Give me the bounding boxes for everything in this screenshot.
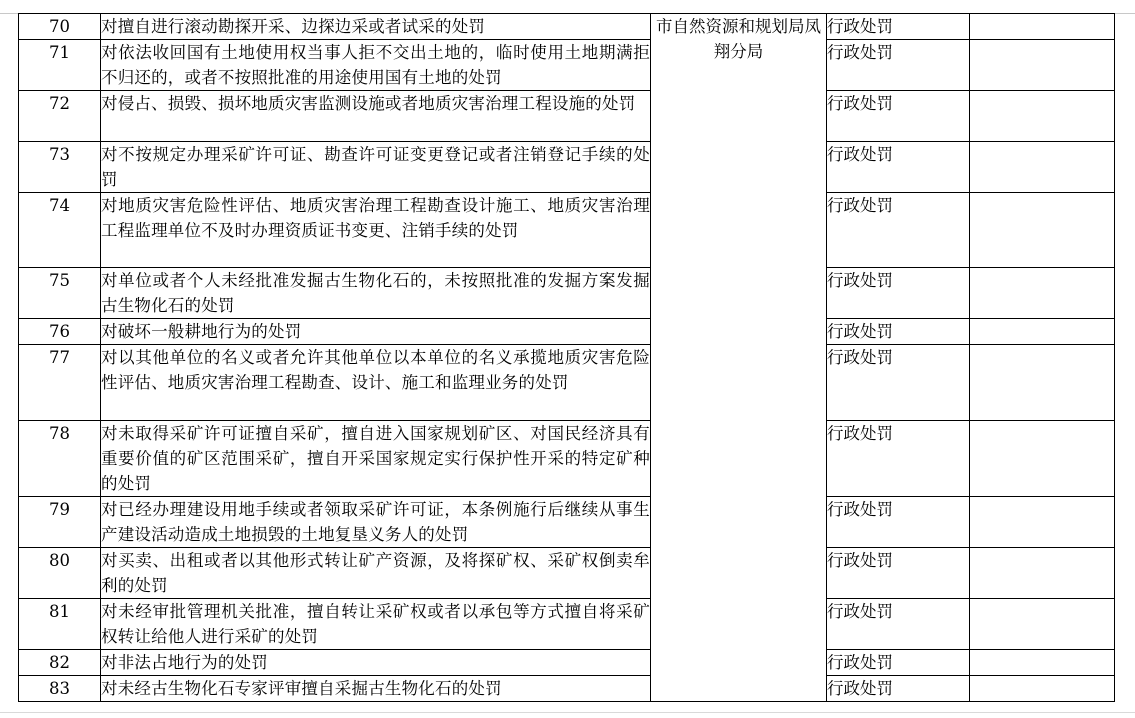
- power-type: 行政处罚: [827, 650, 970, 676]
- power-type: 行政处罚: [827, 676, 970, 702]
- note-cell: [970, 14, 1115, 40]
- item-name: 对擅自进行滚动勘探开采、边探边采或者试采的处罚: [101, 14, 651, 40]
- item-name: 对单位或者个人未经批准发掘古生物化石的，未按照批准的发掘方案发掘古生物化石的处罚: [101, 268, 651, 319]
- item-name: 对以其他单位的名义或者允许其他单位以本单位的名义承揽地质灾害危险性评估、地质灾害治理工程勘查、设计、施工和监理业务的处罚: [101, 345, 651, 421]
- row-number: 70: [19, 14, 101, 40]
- table-row: [19, 40, 1115, 91]
- power-type: 行政处罚: [827, 14, 970, 40]
- note-cell: [970, 676, 1115, 702]
- item-name: 对买卖、出租或者以其他形式转让矿产资源，及将探矿权、采矿权倒卖牟利的处罚: [101, 548, 651, 599]
- table-row: [19, 268, 1115, 319]
- row-number: 71: [19, 40, 101, 91]
- row-number: 81: [19, 599, 101, 650]
- power-type: 行政处罚: [827, 548, 970, 599]
- row-number: 80: [19, 548, 101, 599]
- table-row: [19, 142, 1115, 193]
- note-cell: [970, 548, 1115, 599]
- row-number: 79: [19, 497, 101, 548]
- table-row: [19, 548, 1115, 599]
- table-row: [19, 319, 1115, 345]
- row-number: 77: [19, 345, 101, 421]
- note-cell: [970, 268, 1115, 319]
- power-list-table: [18, 13, 1115, 702]
- item-name: 对已经办理建设用地手续或者领取采矿许可证，本条例施行后继续从事生产建设活动造成土地损毁的土地复垦义务人的处罚: [101, 497, 651, 548]
- power-type: 行政处罚: [827, 345, 970, 421]
- table-row: [19, 421, 1115, 497]
- note-cell: [970, 91, 1115, 142]
- item-name: 对未经审批管理机关批准，擅自转让采矿权或者以承包等方式擅自将采矿权转让给他人进行采矿的处罚: [101, 599, 651, 650]
- power-type: 行政处罚: [827, 319, 970, 345]
- item-name: 对依法收回国有土地使用权当事人拒不交出土地的，临时使用土地期满拒不归还的，或者不按照批准的用途使用国有土地的处罚: [101, 40, 651, 91]
- item-name: 对侵占、损毁、损坏地质灾害监测设施或者地质灾害治理工程设施的处罚: [101, 91, 651, 142]
- table-row: [19, 676, 1115, 702]
- row-number: 73: [19, 142, 101, 193]
- power-type: 行政处罚: [827, 268, 970, 319]
- power-type: 行政处罚: [827, 497, 970, 548]
- note-cell: [970, 319, 1115, 345]
- power-type: 行政处罚: [827, 421, 970, 497]
- power-type: 行政处罚: [827, 599, 970, 650]
- table-row: [19, 497, 1115, 548]
- power-type: 行政处罚: [827, 40, 970, 91]
- row-number: 75: [19, 268, 101, 319]
- table-row: [19, 91, 1115, 142]
- item-name: 对未取得采矿许可证擅自采矿，擅自进入国家规划矿区、对国民经济具有重要价值的矿区范围采矿，擅自开采国家规定实行保护性开采的特定矿种的处罚: [101, 421, 651, 497]
- item-name: 对破坏一般耕地行为的处罚: [101, 319, 651, 345]
- table-row: [19, 345, 1115, 421]
- row-number: 78: [19, 421, 101, 497]
- row-number: 76: [19, 319, 101, 345]
- note-cell: [970, 650, 1115, 676]
- note-cell: [970, 345, 1115, 421]
- row-number: 82: [19, 650, 101, 676]
- table-row: [19, 14, 1115, 40]
- row-number: 74: [19, 193, 101, 268]
- power-type: 行政处罚: [827, 142, 970, 193]
- page-bottom-line: [0, 712, 1135, 713]
- item-name: 对非法占地行为的处罚: [101, 650, 651, 676]
- row-number: 83: [19, 676, 101, 702]
- power-type: 行政处罚: [827, 193, 970, 268]
- note-cell: [970, 40, 1115, 91]
- item-name: 对地质灾害危险性评估、地质灾害治理工程勘查设计施工、地质灾害治理工程监理单位不及时办理资质证书变更、注销手续的处罚: [101, 193, 651, 268]
- item-name: 对不按规定办理采矿许可证、勘查许可证变更登记或者注销登记手续的处罚: [101, 142, 651, 193]
- note-cell: [970, 142, 1115, 193]
- note-cell: [970, 193, 1115, 268]
- department-cell: 市自然资源和规划局凤翔分局: [651, 14, 827, 702]
- note-cell: [970, 421, 1115, 497]
- power-type: 行政处罚: [827, 91, 970, 142]
- item-name: 对未经古生物化石专家评审擅自采掘古生物化石的处罚: [101, 676, 651, 702]
- note-cell: [970, 497, 1115, 548]
- table-row: [19, 599, 1115, 650]
- table-row: [19, 650, 1115, 676]
- row-number: 72: [19, 91, 101, 142]
- table-row: [19, 193, 1115, 268]
- note-cell: [970, 599, 1115, 650]
